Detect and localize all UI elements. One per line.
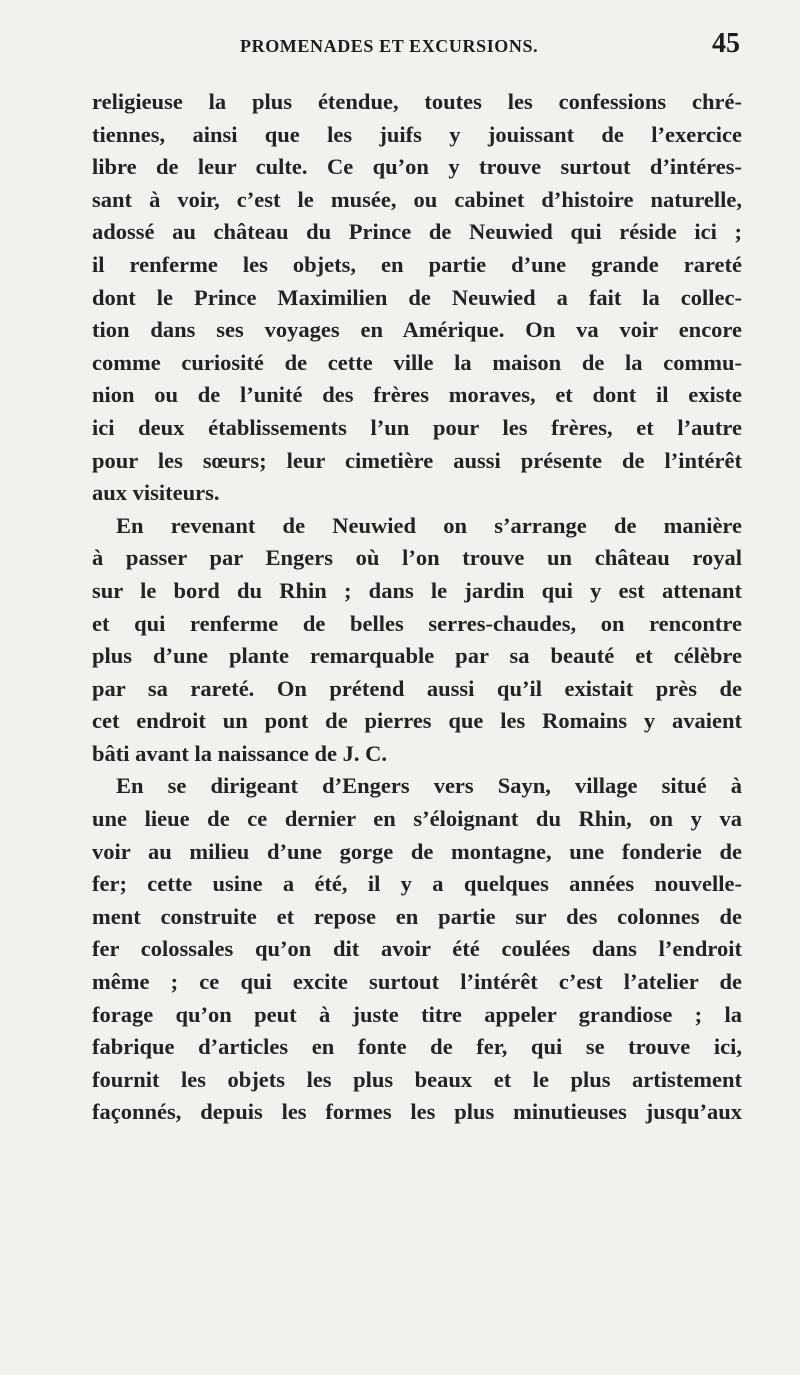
text-line: libre de leur culte. Ce qu’on y trouve surtout d’intéres- [92,154,742,180]
text-line-paragraph-end: bâti avant la naissance de J. C. [92,740,388,766]
text-line: plus d’une plante remarquable par sa beauté et célèbre [92,643,742,669]
text-line: tiennes, ainsi que les juifs y jouissant de l’exercice [92,121,742,147]
text-line: fabrique d’articles en fonte de fer, qui se trouve ici, [92,1034,742,1060]
text-line: ment construite et repose en partie sur des colonnes de [92,903,742,929]
text-line: adossé au château du Prince de Neuwied qui réside ici ; [92,219,742,245]
text-line: à passer par Engers où l’on trouve un château royal [92,545,742,571]
page-number: 45 [712,28,740,59]
text-line: voir au milieu d’une gorge de montagne, une fonderie de [92,838,742,864]
text-line-paragraph-end: aux visiteurs. [92,480,220,506]
text-line: pour les sœurs; leur cimetière aussi présente de l’intérêt [92,447,742,473]
text-line: fer colossales qu’on dit avoir été coulées dans l’endroit [92,936,742,962]
running-head [90,28,740,70]
text-line: fer; cette usine a été, il y a quelques années nouvelle- [92,871,742,897]
text-line: sant à voir, c’est le musée, ou cabinet d’histoire naturelle, [92,186,742,212]
body-text [92,86,742,1129]
text-line: et qui renferme de belles serres-chaudes, on rencontre [92,610,742,636]
text-line: religieuse la plus étendue, toutes les confessions chré- [92,89,742,114]
text-line: il renferme les objets, en partie d’une grande rareté [92,251,742,277]
text-line: cet endroit un pont de pierres que les Romains y avaient [92,708,742,734]
text-line: comme curiosité de cette ville la maison de la commu- [92,349,742,375]
text-line: façonnés, depuis les formes les plus minutieuses jusqu’aux [92,1099,742,1125]
text-line: même ; ce qui excite surtout l’intérêt c’est l’atelier de [92,969,742,995]
text-line: par sa rareté. On prétend aussi qu’il existait près de [92,675,742,701]
text-line: sur le bord du Rhin ; dans le jardin qui y est attenant [92,577,742,603]
text-line: une lieue de ce dernier en s’éloignant du Rhin, on y va [92,806,742,832]
text-line: ici deux établissements l’un pour les frères, et l’autre [92,414,742,440]
text-line: forage qu’on peut à juste titre appeler grandiose ; la [92,1001,742,1027]
text-line: nion ou de l’unité des frères moraves, et dont il existe [92,382,742,408]
text-line: dont le Prince Maximilien de Neuwied a fait la collec- [92,284,742,310]
text-line-paragraph-start: En revenant de Neuwied on s’arrange de manière [116,512,742,538]
running-title: PROMENADES ET EXCURSIONS. [240,36,539,56]
text-line: tion dans ses voyages en Amérique. On va voir encore [92,317,742,343]
text-line-paragraph-start: En se dirigeant d’Engers vers Sayn, village situé à [116,773,742,799]
text-line: fournit les objets les plus beaux et le plus artistement [92,1066,742,1092]
